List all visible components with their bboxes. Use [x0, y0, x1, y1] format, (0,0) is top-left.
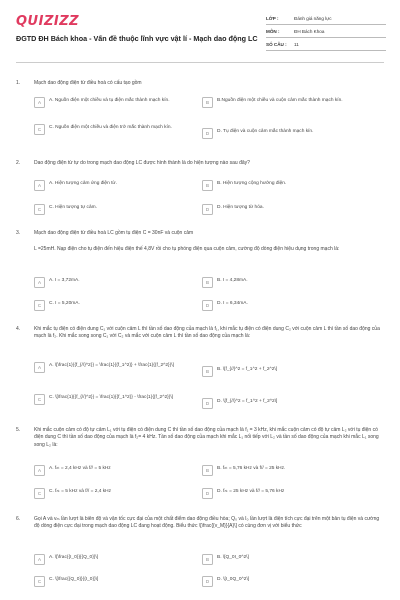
question-text-continued: L =25mH. Nạp điện cho tụ điện đến hiệu điện thế 4,8V rồi cho tụ phóng điện qua cuộn cảm, cường độ dòng điện hiệu dụng trong mạch là: [34, 246, 340, 252]
option-text: B.Nguồn điện một chiều và cuộn cảm mắc thành mạch kín. [217, 98, 343, 103]
option-letter-box: C [34, 394, 45, 405]
option-b[interactable] [202, 277, 372, 288]
option-letter-box: B [202, 180, 213, 191]
question-text: Khi mắc tụ điện có điện dung C₁ với cuộn cảm L thì tần số dao động của mạch là f₁, khi mắc tụ điện có điện dung C₂ với cuộn cảm L thì tần số dao động của mạch là f₂. Khi mắc song song C₁ với C₂ và mắc với cuộn cảm L thì tần số dao động của mạch là: [34, 326, 380, 340]
quizizz-logo: QUIZIZZ [16, 14, 80, 29]
option-letter-box: D [202, 128, 213, 139]
option-c[interactable] [34, 300, 204, 311]
meta-row-count [266, 38, 386, 51]
option-text: B. I = 4,28mA. [217, 278, 248, 283]
option-text: A. I = 3,72mA. [49, 278, 80, 283]
header-divider [16, 62, 384, 63]
option-b[interactable] [202, 465, 372, 476]
meta-row-subject [266, 25, 386, 38]
option-a[interactable] [34, 277, 204, 288]
meta-key: SỐ CÂU : [266, 41, 287, 47]
question-6 [16, 516, 386, 600]
option-text: D. \[I_0Q_0^2\] [217, 577, 250, 582]
option-text: A. \[\frac{1}{{f_{//}^2}} = \frac{1}{{f_1^2}} + \frac{1}{{f_2^2}}\] [49, 363, 174, 368]
option-letter-box: A [34, 180, 45, 191]
option-text: B. \[Q_0I_0^2\] [217, 555, 249, 560]
meta-key: MÔN : [266, 28, 280, 34]
option-a[interactable] [34, 97, 204, 108]
option-text: A. fₙₜ = 2,4 kHz và f// = 5 kHz [49, 466, 111, 471]
option-letter-box: A [34, 97, 45, 108]
question-text: Dao động điện từ tự do trong mạch dao động LC được hình thành là do hiện tượng nào sau đây? [34, 160, 250, 166]
option-letter-box: C [34, 124, 45, 135]
option-text: C. Hiện tượng tự cảm. [49, 205, 97, 210]
option-d[interactable] [202, 300, 372, 311]
option-c[interactable] [34, 394, 204, 405]
option-letter-box: D [202, 204, 213, 215]
page-title: ĐGTD ĐH Bách khoa - Vấn đề thuộc lĩnh vực vật lí - Mạch dao động LC [16, 34, 258, 43]
option-b[interactable] [202, 366, 372, 377]
question-1 [16, 80, 386, 150]
option-text: D. Hiện tượng từ hóa. [217, 205, 264, 210]
option-letter-box: B [202, 366, 213, 377]
option-letter-box: B [202, 554, 213, 565]
option-letter-box: A [34, 362, 45, 373]
question-3 [16, 230, 386, 315]
option-letter-box: A [34, 465, 45, 476]
option-text: C. \[\frac{{Q_0}}{{I_0}}\] [49, 577, 99, 582]
option-text: C. fₙₜ = 5 kHz và f// = 2,4 kHz [49, 489, 111, 494]
option-text: D. I = 6,34mA. [217, 301, 248, 306]
meta-row-class [266, 12, 386, 25]
option-letter-box: B [202, 97, 213, 108]
question-number: 4. [16, 326, 21, 332]
option-letter-box: C [34, 204, 45, 215]
option-text: A. Nguồn điện một chiều và tụ điện mắc thành mạch kín. [49, 98, 170, 103]
meta-key: LỚP : [266, 15, 279, 21]
option-letter-box: D [202, 576, 213, 587]
question-number: 6. [16, 516, 21, 522]
question-text: Khi mắc cuộn cảm có độ tự cảm L₁ với tụ điện có điện dung C thì tần số dao động của mạch là f₁ = 3 kHz, khi mắc cuộn cảm có độ tự cảm L₂ với tụ điện có điện dung C thì tần số dao động của mạch là f₂= 4 kHz. Tần số dao động của mạch khi mắc L₁ nối tiếp với L₂ và tần số dao động của mạch khi mắc L₁ song song L₂ là: [34, 427, 379, 448]
option-letter-box: C [34, 488, 45, 499]
option-c[interactable] [34, 204, 204, 215]
option-d[interactable] [202, 398, 372, 409]
meta-value: 11 [294, 41, 299, 47]
option-text: C. I = 5,20mA. [49, 301, 80, 306]
option-text: D. Tụ điện và cuộn cảm mắc thành mạch kín. [217, 129, 314, 134]
option-b[interactable] [202, 180, 372, 191]
option-letter-box: C [34, 576, 45, 587]
option-letter-box: C [34, 300, 45, 311]
option-letter-box: D [202, 398, 213, 409]
question-text: Gọi A và vₘ lần lượt là biên độ và vận tốc cực đại của một chất điểm dao động điều hòa; Q₀ và I₀ lần lượt là điện tích cực đại trên một bản tụ điện và cường độ dòng điện cực đại trong mạch dao động LC đang hoạt động. Biểu thức \[\frac{{v_M}}{A}\] có cùng đơn vị với biểu thức [34, 516, 380, 530]
option-text: C. \[\frac{1}{{f_{//}^2}} = \frac{1}{{f_1^2}} - \frac{1}{{f_2^2}}\] [49, 395, 173, 400]
option-c[interactable] [34, 488, 204, 499]
option-letter-box: B [202, 277, 213, 288]
option-text: A. Hiện tượng cảm ứng điện từ. [49, 181, 117, 186]
option-letter-box: B [202, 465, 213, 476]
option-c[interactable] [34, 124, 204, 135]
option-c[interactable] [34, 576, 204, 587]
meta-table [266, 12, 386, 51]
question-2 [16, 160, 386, 220]
option-a[interactable] [34, 554, 204, 565]
option-b[interactable] [202, 554, 372, 565]
option-a[interactable] [34, 465, 204, 476]
option-a[interactable] [34, 180, 204, 191]
option-text: C. Nguồn điện một chiều và điện trở mắc thành mạch kín. [49, 125, 172, 130]
question-text: Mạch dao động điện từ điều hoà có cấu tạo gồm [34, 80, 142, 86]
question-5 [16, 427, 386, 507]
question-4 [16, 326, 386, 416]
question-number: 5. [16, 427, 21, 433]
option-text: A. \[\frac{{I_0}}{{Q_0}}\] [49, 555, 99, 560]
option-text: B. \[f_{//}^2 = f_1^2 + f_2^2\] [217, 367, 278, 372]
option-letter-box: A [34, 554, 45, 565]
meta-value: Đánh giá năng lực [294, 15, 332, 21]
option-d[interactable] [202, 128, 372, 139]
option-a[interactable] [34, 362, 204, 373]
meta-value: ĐH Bách Khoa [294, 28, 325, 34]
option-text: D. \[f_{//}^2 = f_1^2 + f_2^2\] [217, 399, 278, 404]
option-letter-box: D [202, 300, 213, 311]
question-number: 3. [16, 230, 21, 236]
option-text: B. Hiện tượng cộng hưởng điện. [217, 181, 287, 186]
option-letter-box: A [34, 277, 45, 288]
question-number: 2. [16, 160, 21, 166]
question-number: 1. [16, 80, 21, 86]
question-text: Mạch dao động điện từ điều hoà LC gồm tụ điện C = 30nF và cuộn cảm [34, 230, 194, 236]
option-d[interactable] [202, 488, 372, 499]
option-letter-box: D [202, 488, 213, 499]
option-text: B. fₙₜ = 5,76 kHz và f// = 25 kHz. [217, 466, 286, 471]
option-text: D. fₙₜ = 25 kHz và f// = 5,76 kHz [217, 489, 285, 494]
option-d[interactable] [202, 204, 372, 215]
option-b[interactable] [202, 97, 372, 108]
option-d[interactable] [202, 576, 372, 587]
